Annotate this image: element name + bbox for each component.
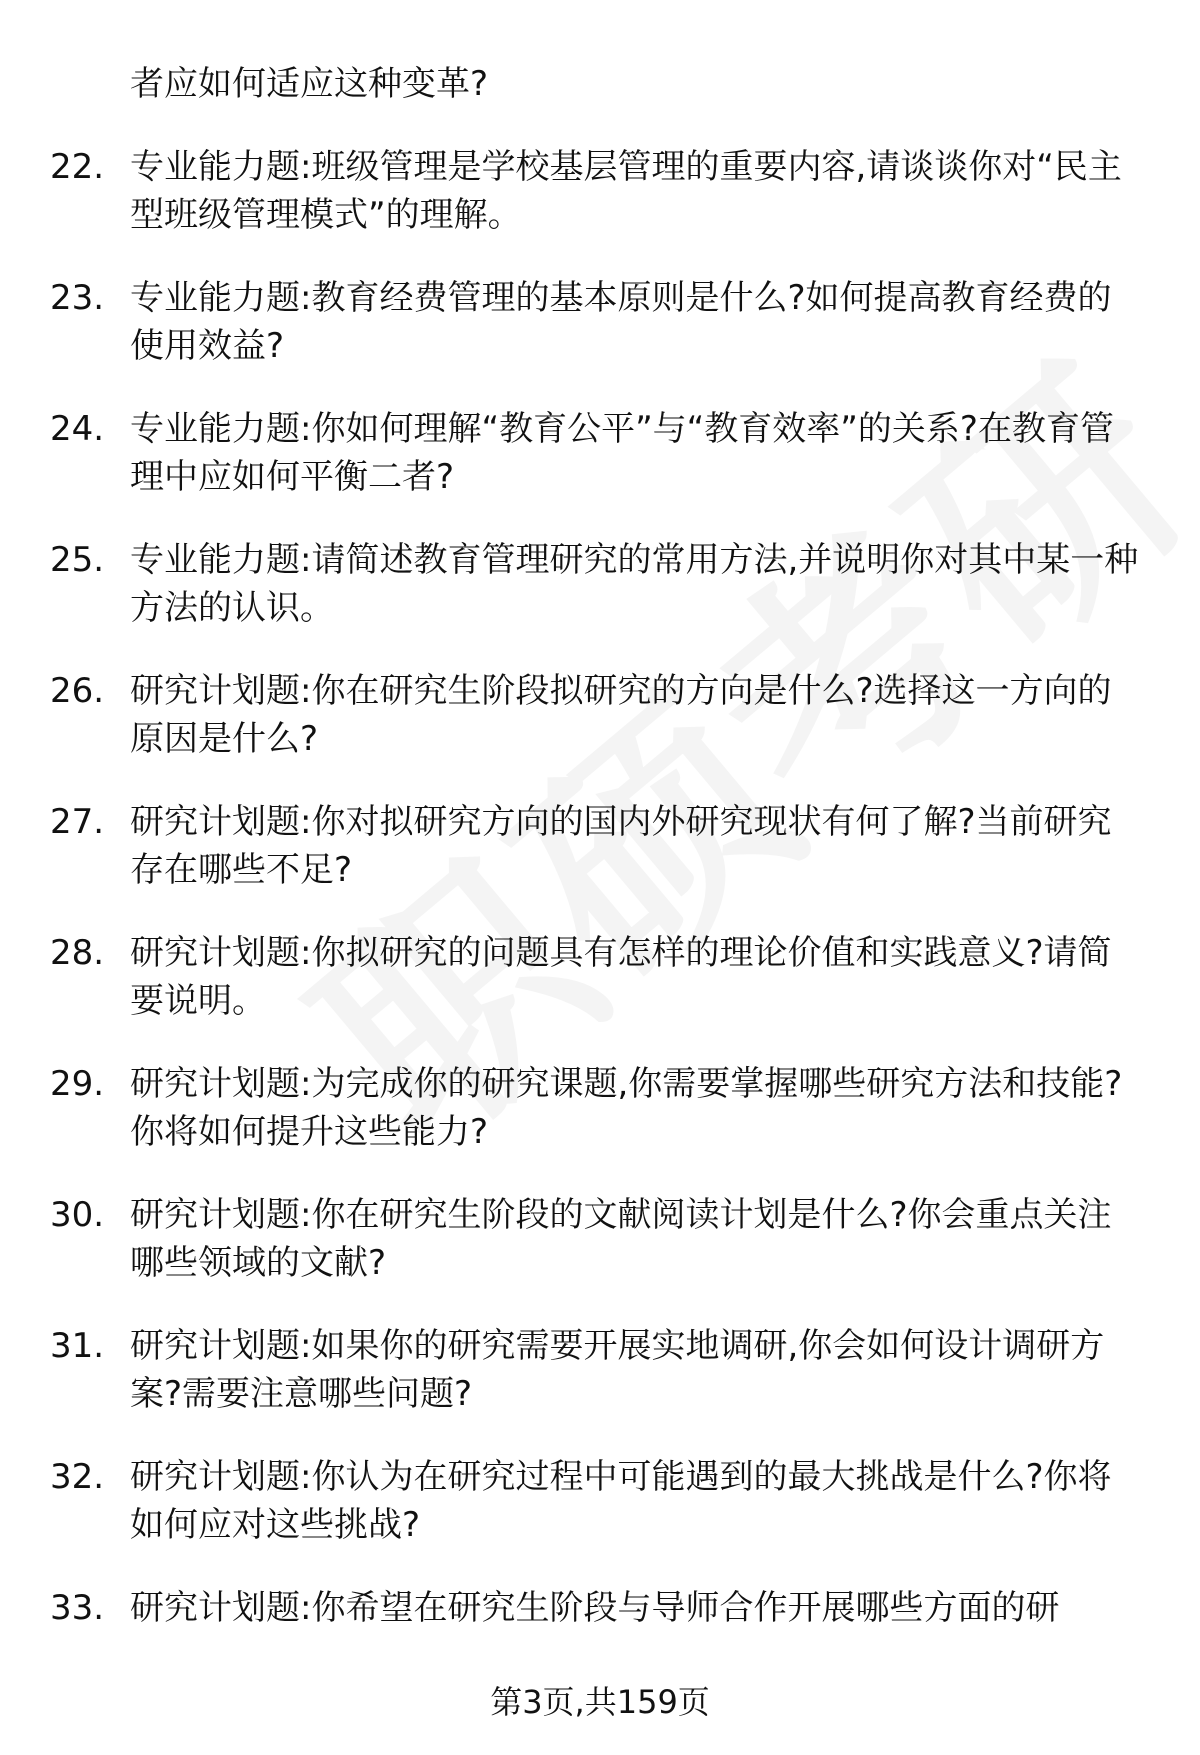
list-item	[0, 60, 1200, 108]
item-number: 28.	[50, 933, 105, 973]
item-text: 研究计划题:如果你的研究需要开展实地调研,你会如何设计调研方案?需要注意哪些问题?	[130, 1326, 1105, 1414]
item-number: 33.	[50, 1588, 105, 1628]
list-item	[0, 929, 1200, 1025]
list-item	[0, 143, 1200, 239]
item-number: 31.	[50, 1326, 105, 1366]
item-text: 研究计划题:你认为在研究过程中可能遇到的最大挑战是什么?你将如何应对这些挑战?	[130, 1457, 1112, 1545]
item-text: 研究计划题:你对拟研究方向的国内外研究现状有何了解?当前研究存在哪些不足?	[130, 802, 1112, 890]
list-item	[0, 274, 1200, 370]
item-number: 27.	[50, 802, 105, 842]
item-number: 22.	[50, 147, 105, 187]
list-item	[0, 536, 1200, 632]
question-list	[0, 60, 1200, 1667]
item-text: 专业能力题:你如何理解“教育公平”与“教育效率”的关系?在教育管理中应如何平衡二者?	[130, 409, 1114, 497]
item-text: 专业能力题:班级管理是学校基层管理的重要内容,请谈谈你对“民主型班级管理模式”的理解。	[130, 147, 1122, 235]
item-number: 29.	[50, 1064, 105, 1104]
item-number: 23.	[50, 278, 105, 318]
item-text: 者应如何适应这种变革?	[130, 64, 489, 104]
item-text: 研究计划题:你希望在研究生阶段与导师合作开展哪些方面的研	[130, 1588, 1060, 1628]
item-text: 专业能力题:请简述教育管理研究的常用方法,并说明你对其中某一种方法的认识。	[130, 540, 1139, 628]
item-text: 专业能力题:教育经费管理的基本原则是什么?如何提高教育经费的使用效益?	[130, 278, 1112, 366]
item-number: 32.	[50, 1457, 105, 1497]
list-item	[0, 405, 1200, 501]
item-text: 研究计划题:你在研究生阶段拟研究的方向是什么?选择这一方向的原因是什么?	[130, 671, 1112, 759]
list-item	[0, 1584, 1200, 1632]
item-number: 26.	[50, 671, 105, 711]
item-text: 研究计划题:你拟研究的问题具有怎样的理论价值和实践意义?请简要说明。	[130, 933, 1112, 1021]
page-footer: 第3页,共159页	[490, 1683, 710, 1721]
list-item	[0, 1322, 1200, 1418]
item-text: 研究计划题:为完成你的研究课题,你需要掌握哪些研究方法和技能?你将如何提升这些能力?	[130, 1064, 1123, 1152]
list-item	[0, 1453, 1200, 1549]
item-number: 30.	[50, 1195, 105, 1235]
list-item	[0, 667, 1200, 763]
list-item	[0, 1060, 1200, 1156]
item-number: 25.	[50, 540, 105, 580]
item-number: 24.	[50, 409, 105, 449]
list-item	[0, 798, 1200, 894]
list-item	[0, 1191, 1200, 1287]
item-text: 研究计划题:你在研究生阶段的文献阅读计划是什么?你会重点关注哪些领域的文献?	[130, 1195, 1112, 1283]
